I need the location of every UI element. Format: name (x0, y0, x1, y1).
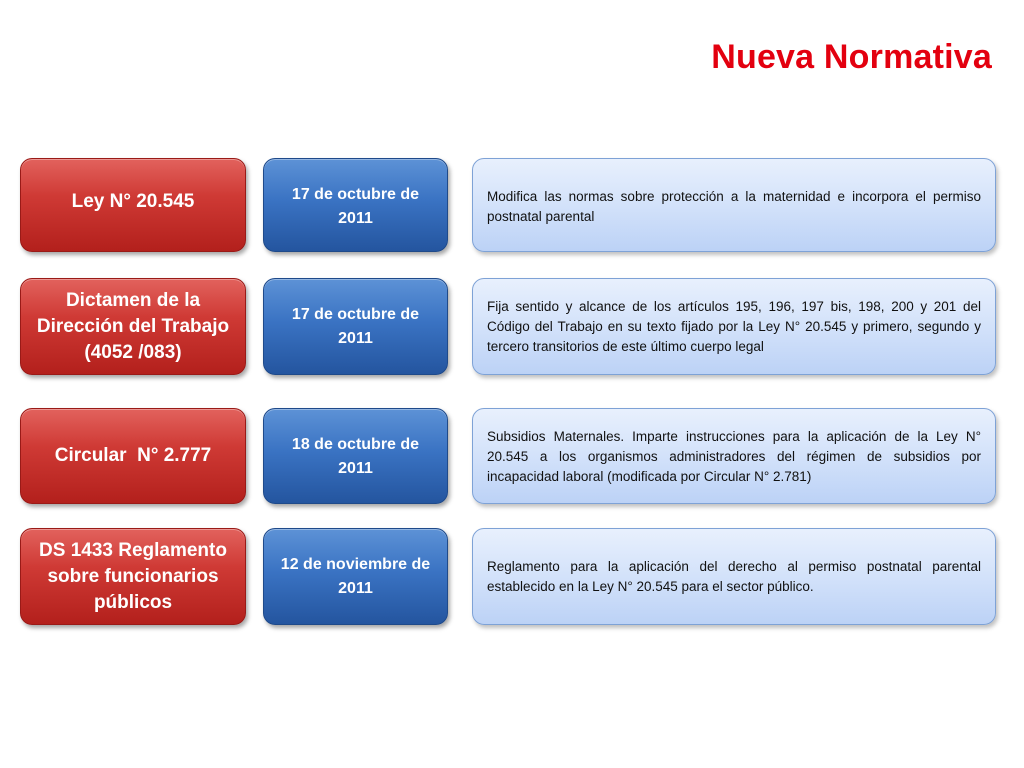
descripcion-box-2 (472, 278, 996, 375)
norma-box-1 (20, 158, 246, 252)
norma-label-1: Ley N° 20.545 (71, 191, 195, 212)
descripcion-text-1: Modifica las normas sobre protección a la maternidad e incorpora el permiso postnatal parental (487, 189, 981, 224)
descripcion-box-3 (472, 408, 996, 504)
norma-box-4 (20, 528, 246, 625)
descripcion-box-1 (472, 158, 996, 252)
descripcion-text-3: Subsidios Maternales. Imparte instrucciones para la aplicación de la Ley N° 20.545 a los organismos administradores del régimen de subsidios por incapacidad laboral (modificada por Circular N° 2.781) (487, 429, 981, 484)
fecha-box-4 (263, 528, 448, 625)
descripcion-text-2: Fija sentido y alcance de los artículos 195, 196, 197 bis, 198, 200 y 201 del Código del Trabajo en su texto fijado por la Ley N° 20.545 y primero, segundo y tercero transitorios de este último cuerpo legal (487, 299, 981, 354)
descripcion-box-4 (472, 528, 996, 625)
norma-box-3 (20, 408, 246, 504)
fecha-label-3: 18 de octubre de 2011 (291, 436, 420, 477)
fecha-label-1: 17 de octubre de 2011 (291, 186, 420, 227)
norma-box-2 (20, 278, 246, 375)
descripcion-text-4: Reglamento para la aplicación del derecho al permiso postnatal parental establecido en la Ley N° 20.545 para el sector público. (487, 559, 981, 594)
fecha-label-4: 12 de noviembre de 2011 (280, 556, 431, 597)
page-title: Nueva Normativa (711, 38, 992, 76)
fecha-box-1 (263, 158, 448, 252)
norma-label-3: Circular N° 2.777 (54, 445, 212, 466)
fecha-box-3 (263, 408, 448, 504)
fecha-label-2: 17 de octubre de 2011 (291, 306, 420, 347)
norma-label-2: Dictamen de la Dirección del Trabajo (4052 /083) (36, 289, 230, 363)
fecha-box-2 (263, 278, 448, 375)
norma-label-4: DS 1433 Reglamento sobre funcionarios públicos (39, 539, 227, 613)
